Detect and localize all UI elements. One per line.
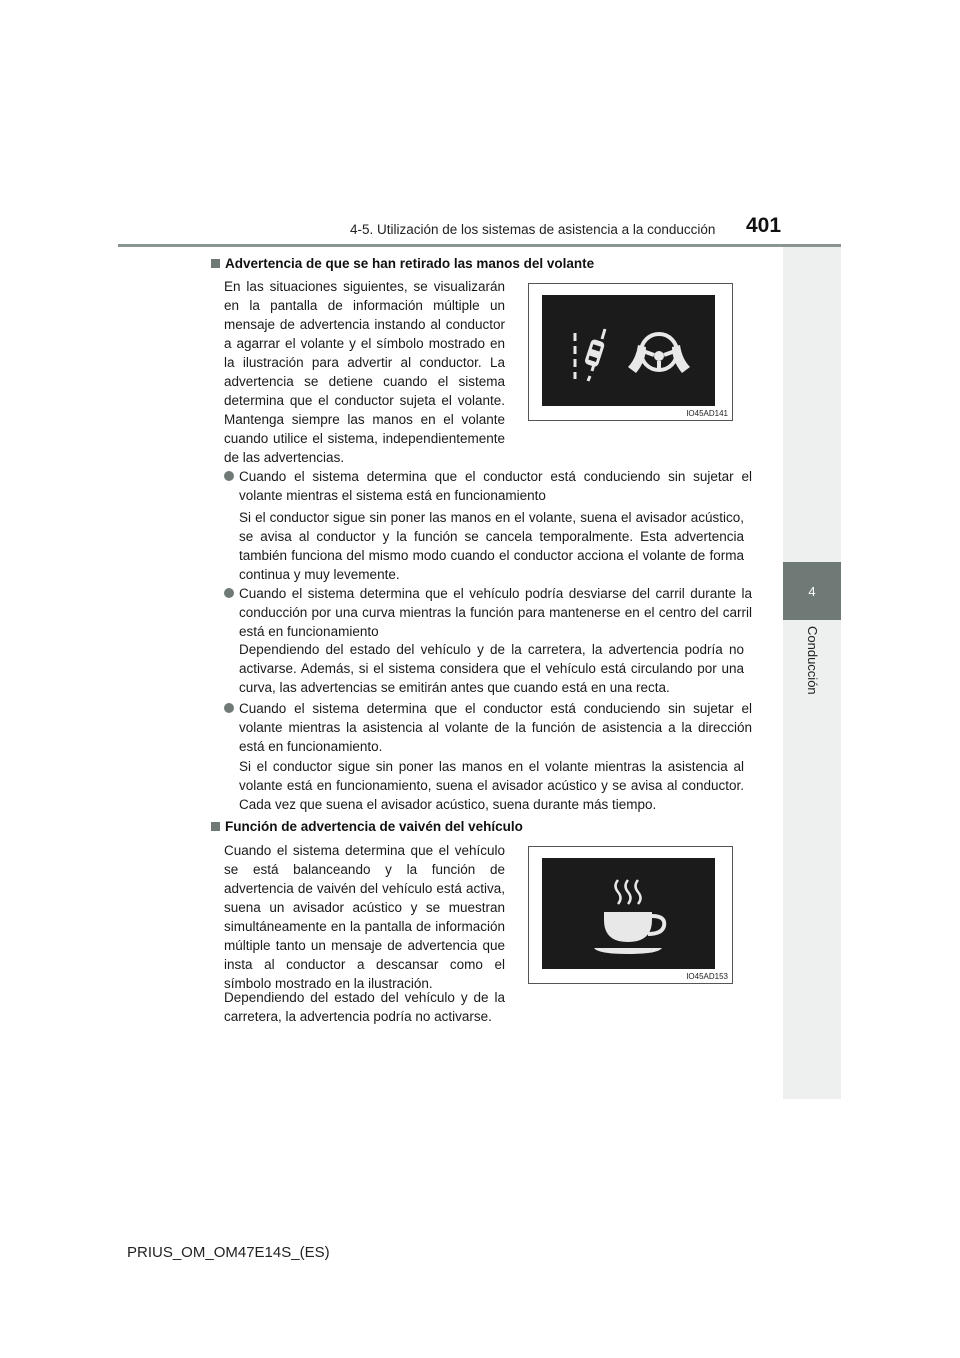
bullet-text: Cuando el sistema determina que el conductor está conduciendo sin sujetar el volante mientras la asistencia al volante de la función de asistencia a la dirección está en funcionamiento. bbox=[239, 701, 752, 754]
bullet-item bbox=[224, 699, 752, 756]
hands-on-steering-wheel-icon bbox=[628, 334, 690, 373]
header-divider bbox=[118, 244, 841, 247]
bullet-detail: Si el conductor sigue sin poner las manos en el volante mientras la asistencia al volante está en funcionamiento, suena el avisador acústico y se avisa al conductor. Cada vez que suena el avisador acústico, suena durante más tiempo. bbox=[239, 759, 744, 812]
heading-square-icon bbox=[211, 822, 220, 831]
coffee-cup-icon bbox=[542, 858, 715, 969]
bullet-item bbox=[224, 467, 752, 505]
figure-code: IO45AD153 bbox=[686, 972, 728, 981]
chapter-tab[interactable] bbox=[783, 562, 841, 620]
bullet-dot-icon bbox=[224, 471, 234, 481]
header-title: 4-5. Utilización de los sistemas de asistencia a la conducción bbox=[350, 222, 716, 237]
bullet-detail: Dependiendo del estado del vehículo y de la carretera, la advertencia podría no activarse. Además, si el sistema considera que el vehículo está circulando por una curva, las advertencias se emitirán antes que cuando está en una recta. bbox=[239, 642, 744, 695]
heading-square-icon bbox=[211, 259, 220, 268]
chapter-number: 4 bbox=[808, 583, 816, 599]
section-heading-text: Función de advertencia de vaivén del vehículo bbox=[225, 819, 523, 834]
figure-sway-warning bbox=[528, 846, 733, 984]
footer-doc-code: PRIUS_OM_OM47E14S_(ES) bbox=[127, 1244, 330, 1261]
section-heading-hands-off bbox=[211, 256, 594, 271]
bullet-dot-icon bbox=[224, 703, 234, 713]
section-heading-sway-warning bbox=[211, 819, 523, 834]
chapter-label: Conducción bbox=[805, 626, 820, 695]
lane-departure-icon bbox=[542, 295, 715, 406]
display-screen bbox=[542, 295, 715, 406]
bullet-dot-icon bbox=[224, 588, 234, 598]
bullet-detail: Si el conductor sigue sin poner las manos en el volante, suena el avisador acústico, se avisa al conductor y la función se cancela temporalmente. Esta advertencia también funciona del mismo modo cuando el conductor acciona el volante de forma continua y muy levemente. bbox=[239, 510, 744, 582]
bullet-text: Cuando el sistema determina que el conductor está conduciendo sin sujetar el volante mientras el sistema está en funcionamiento bbox=[239, 469, 752, 503]
figure-code: IO45AD141 bbox=[686, 409, 728, 418]
bullet-item bbox=[224, 584, 752, 641]
section-heading-text: Advertencia de que se han retirado las manos del volante bbox=[225, 256, 595, 271]
figure-hands-off-warning bbox=[528, 283, 733, 421]
display-screen bbox=[542, 858, 715, 969]
section2-para2: Dependiendo del estado del vehículo y de la carretera, la advertencia podría no activarse. bbox=[224, 990, 505, 1024]
bullet-text: Cuando el sistema determina que el vehículo podría desviarse del carril durante la conducción por una curva mientras la función para mantenerse en el centro del carril está en funcionamiento bbox=[239, 586, 752, 639]
section2-para1: Cuando el sistema determina que el vehículo se está balanceando y la función de advertencia de vaivén del vehículo está activa, suena un avisador acústico y se muestran simultáneamente en la pantalla de información múltiple tanto un mensaje de advertencia que insta al conductor a descansar como el símbolo mostrado en la ilustración. bbox=[224, 843, 505, 991]
section1-intro: En las situaciones siguientes, se visualizarán en la pantalla de información múltiple un mensaje de advertencia instando al conductor a agarrar el volante y el símbolo mostrado en la ilustración para advertir al conductor. La advertencia se detiene cuando el sistema determina que el conductor sujeta el volante. Mantenga siempre las manos en el volante cuando utilice el sistema, independientemente de las advertencias. bbox=[224, 279, 505, 465]
page-number: 401 bbox=[746, 214, 782, 237]
